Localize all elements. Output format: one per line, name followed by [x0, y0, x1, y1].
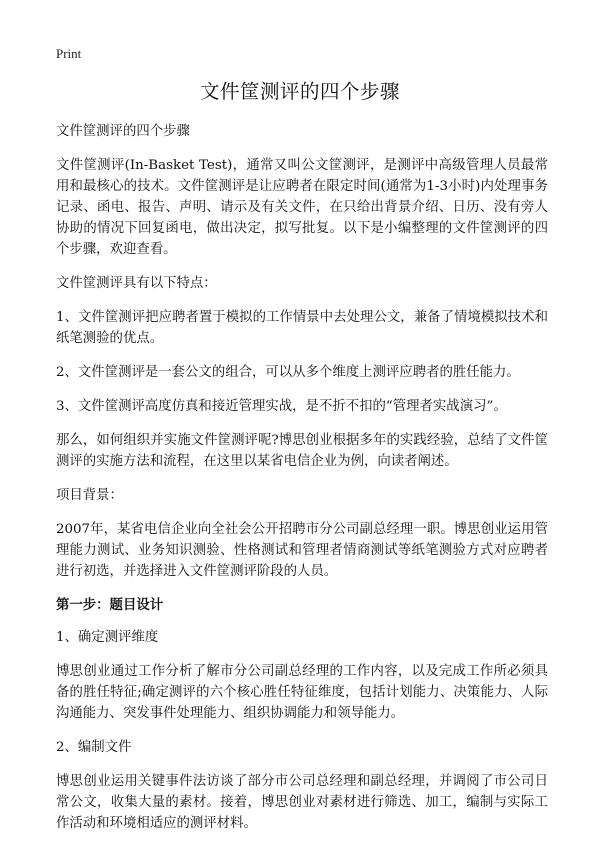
step1-subheading-1: 1、确定测评维度 [56, 630, 159, 645]
feature-item-3: 3、文件筐测评高度仿真和接近管理实战，是不折不扣的“管理者实战演习”。 [56, 399, 507, 414]
print-link[interactable]: Print [56, 46, 82, 61]
step1-heading: 第一步：题目设计 [56, 597, 164, 613]
intro-paragraph: 文件筐测评(In-Basket Test)，通常又叫公文筐测评，是测评中高级管理人员最常用和最核心的技术。文件筐测评是让应聘者在限定时间(通常为1-3小时)内处理事务记录、函电、报告、声明、请示及有关文件，在只给出背景介绍、日历、没有旁人协助的情况下回复函电，做出决定，拟写批复。以下是小编整理的文件筐测评的四个步骤，欢迎查看。 [56, 158, 548, 257]
question-paragraph: 那么，如何组织并实施文件筐测评呢?博思创业根据多年的实践经验，总结了文件筐测评的实施方法和流程，在这里以某省电信企业为例，向读者阐述。 [56, 433, 548, 469]
step1-paragraph-2: 博思创业运用关键事件法访谈了部分市公司总经理和副总经理，并调阅了市公司日常公文，收集大量的素材。接着，博思创业对素材进行筛选、加工，编制与实际工作活动和环境相适应的测评材料。 [56, 774, 548, 831]
step1-paragraph-1: 博思创业通过工作分析了解市分公司副总经理的工作内容，以及完成工作所必须具备的胜任特征;确定测评的六个核心胜任特征维度，包括计划能力、决策能力、人际沟通能力、突发事件处理能力、组织协调能力和领导能力。 [56, 664, 548, 721]
article-body [56, 121, 548, 847]
feature-item-2: 2、文件筐测评是一套公文的组合，可以从多个维度上测评应聘者的胜任能力。 [56, 365, 520, 380]
feature-item-1: 1、文件筐测评把应聘者置于模拟的工作情景中去处理公文，兼备了情境模拟技术和纸笔测验的优点。 [56, 310, 548, 346]
background-label: 项目背景： [56, 488, 123, 503]
article-subtitle: 文件筐测评的四个步骤 [56, 124, 190, 139]
background-paragraph: 2007年，某省电信企业向全社会公开招聘市分公司副总经理一职。博思创业运用管理能力测试、业务知识测验、性格测试和管理者情商测试等纸笔测验方式对应聘者进行初选，并选择进入文件筐测评阶段的人员。 [56, 522, 548, 579]
features-intro: 文件筐测评具有以下特点： [56, 276, 217, 291]
step1-subheading-2: 2、编制文件 [56, 740, 132, 755]
page-title: 文件筐测评的四个步骤 [199, 80, 400, 103]
